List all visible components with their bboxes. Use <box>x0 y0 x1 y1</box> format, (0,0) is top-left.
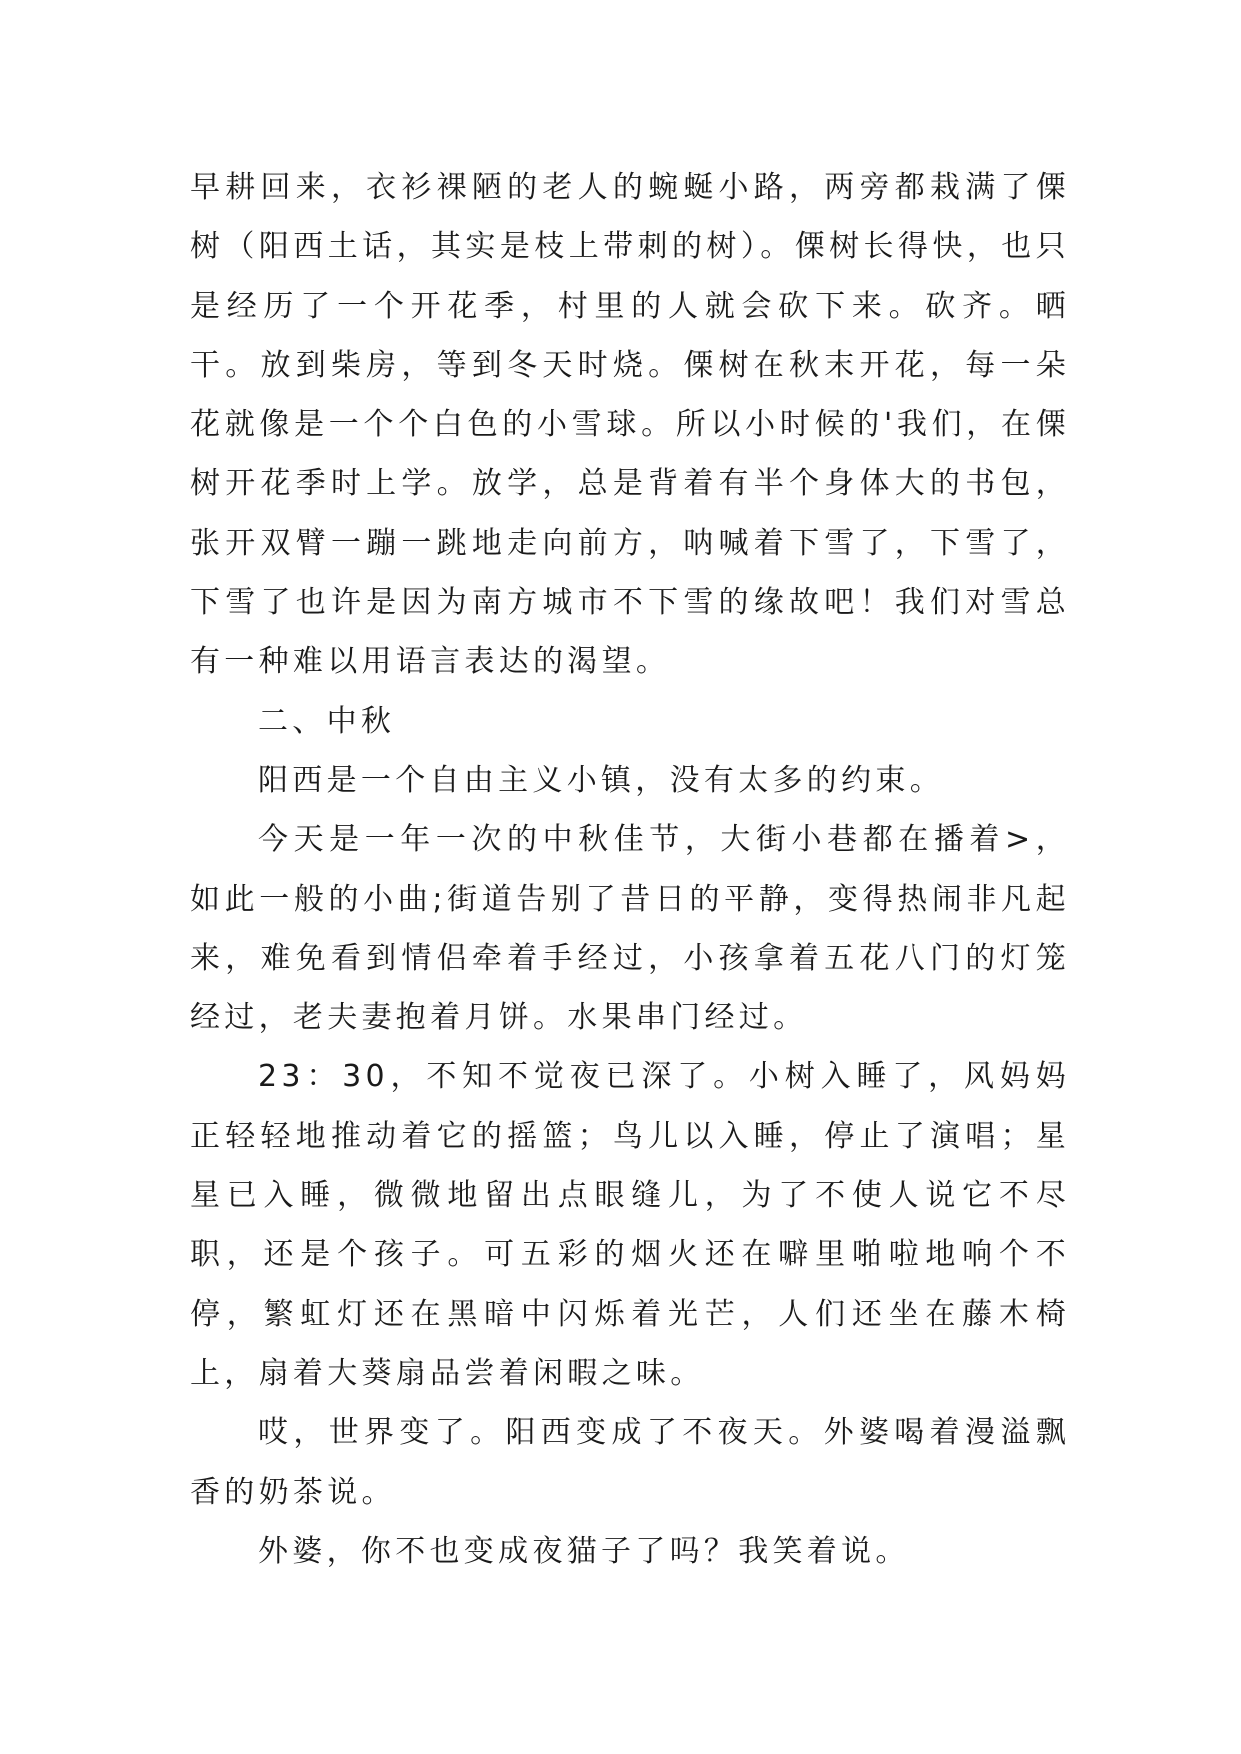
paragraph-town-intro: 阳西是一个自由主义小镇，没有太多的约束。 <box>258 762 944 798</box>
paragraph-festival-streets: 今天是一年一次的中秋佳节，大街小巷都在播着>，如此一般的小曲;街道告别了昔日的平静，变得热闹非凡起来，难免看到情侣牵着手经过，小孩拿着五花八门的灯笼经过，老夫妻抱着月饼。水果串门经过。 <box>190 822 1070 1036</box>
section-heading-mid-autumn: 二、中秋 <box>258 703 396 739</box>
paragraph-late-night: 23：30，不知不觉夜已深了。小树入睡了，风妈妈正轻轻地推动着它的摇篮；鸟儿以入睡，停止了演唱；星星已入睡，微微地留出点眼缝儿，为了不使人说它不尽职，还是个孩子。可五彩的烟火还在噼里啪啦地响个不停，繁虹灯还在黑暗中闪烁着光芒，人们还坐在藤木椅上，扇着大葵扇品尝着闲暇之味。 <box>190 1059 1070 1391</box>
paragraph-reply: 外婆，你不也变成夜猫子了吗？我笑着说。 <box>258 1533 910 1569</box>
paragraph-snow-trees: 早耕回来，衣衫裸陋的老人的蜿蜒小路，两旁都栽满了傈树（阳西土话，其实是枝上带刺的树）。傈树长得快，也只是经历了一个开花季，村里的人就会砍下来。砍齐。晒干。放到柴房，等到冬天时烧。傈树在秋末开花，每一朵花就像是一个个白色的小雪球。所以小时候的'我们，在傈树开花季时上学。放学，总是背着有半个身体大的书包，张开双臂一蹦一跳地走向前方，呐喊着下雪了，下雪了，下雪了也许是因为南方城市不下雪的缘故吧！我们对雪总有一种难以用语言表达的渴望。 <box>190 170 1070 680</box>
body-text <box>190 158 1070 1581</box>
paragraph-grandma-remark: 哎，世界变了。阳西变成了不夜天。外婆喝着漫溢飘香的奶茶说。 <box>190 1415 1070 1510</box>
